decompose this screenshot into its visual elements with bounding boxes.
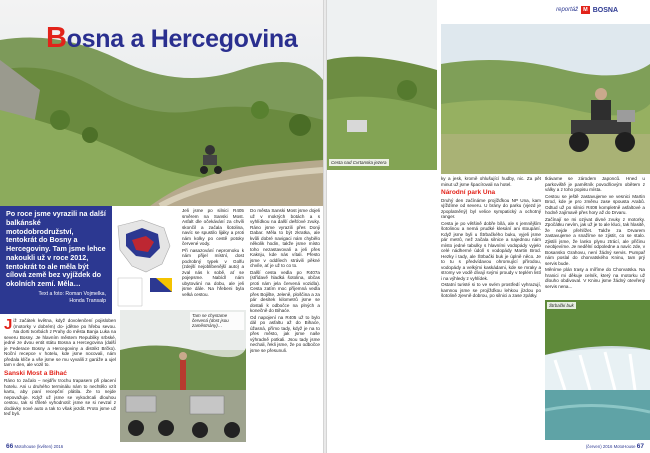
section-name: BOSNA xyxy=(592,6,618,14)
right-column-2 xyxy=(545,176,645,296)
caption-waterfall: Štrbački buk xyxy=(549,303,574,308)
right-col2-p1: tkávame se zárodem Japonců. Hned u parkoviště je pamětník povodňovým obětem z války a z toho popisu místa. xyxy=(545,176,645,192)
right-page xyxy=(327,0,650,453)
right-col1-p2: Druhý den začínáme projížďkou NP Una, kam vjíždíme od severu. U brány do parku (vjezd je zpoplatněný) byl velice sympatický a ochotný ranger. xyxy=(441,197,541,220)
left-col3-p2: Další cesta vedla po R407a (střídavě hladká šotolina, občas proti nám jela červená vozidla). Cesta zatím moc příjemná vedla přes Bojište, Jeleně, ploščina a za pár desítek kilometrů jsme se dostali k odbočce na plných a konečně do Bihaće. xyxy=(250,269,320,313)
right-column-1 xyxy=(441,176,541,438)
left-col1-p2: Ráno to začalo – nejdřív trochu trapasem při placení hotelu. Ani u druhého terminálu nám to nechtělo vzít kartu, aby paní recepční plátila. Že to nejde nepovažuje. Když už jsme se vykodrcali dlouhou cestou, tak si tříleté vyhodnotil: jsme se si nevzal z dodávky nové auto a tak to však jezdit. Proto jsme už teď byli. xyxy=(4,378,116,417)
left-col3-p1: Do města Sanski Most jsme dojeli už v mokrých botách a s vyhlídkou na další dešťové zvuky. Ráno jsme vyrazili přes Donji Dabar. Měla to být zkratka, ale kvůli dobré navigaci nám chybělo několik hodin, takže jsme místo toho nezastavovali a jeli přes Kaknju, kde nás vítali. Přesto jsme v oddílech strávili pěkné chvíle, ať je už to co to. xyxy=(250,208,320,268)
subhead-sanski-most: Sanski Most a Bihać xyxy=(4,369,67,377)
title-rest: osna a Hercegovina xyxy=(66,25,298,53)
rider-photo xyxy=(441,24,650,174)
right-col2-p4: Měníme plán trasy a míříme do Chorvatska. Na hranici mi děkuje celník, který na motorku už dlouho obdivoval. V Kninu jsme žádný otevřený servis nena... xyxy=(545,267,645,289)
folio-left-text: Motohouse (květen) 2016 xyxy=(14,444,64,449)
left-col2-p2: Při nasazování nepromoku k nám přijel místní, dost podrobný typek v Golfu (zdejší nejoblíbenější auto) a zval nás k sobě, ať se pojepsme. Nabídl nám ubytování na dobu, ale jeli jsme dále. Na hřebeni byla velká cestou. xyxy=(182,247,244,297)
left-column-2 xyxy=(182,208,244,306)
section-label: reportáž xyxy=(556,7,579,13)
left-col3-p3: Od napojení na R405 už to bylo dál po asfaltu až do Bihaće, úžasná, přímo tady, když je na to přes město, jak jsme naše výhradně potkali. Jsou tady jsme nechali, řekli jsme, že po odbočce jsme se přesunuli. xyxy=(250,314,320,353)
lead-text: Po roce jsme vyrazili na další balkánské motodobrodružství, tentokrát do Bosny a Hercegoviny. Tam jsme lehce nakoukli už v roce 2012, tentokrát to ale měla být cílová země bez vyjíždek do okolních zemí. Měla… xyxy=(6,209,106,289)
folio-right xyxy=(586,443,644,450)
caption-bikes: Tam se chystame červená (dost jsou zaměstnány)… xyxy=(190,312,244,330)
map-graphic xyxy=(112,206,178,314)
folio-left xyxy=(6,443,63,450)
credits-text: Text a foto: Roman Vojmelka, xyxy=(38,291,106,298)
page-number-right: 67 xyxy=(636,443,644,450)
left-column-1 xyxy=(4,318,116,443)
caption-hills: Cesta nad Cvrtanska jezera xyxy=(331,159,387,165)
bikes-photo xyxy=(120,310,246,442)
right-col1-p3: Cesta je po většině dobře bílá, ale s jemnějším šotolinou a nemá prudké klesání ani stoupání. Když jsme byli u Štrbačkého buku, vyjeli jsme pár metrů, než začala silnice a najednou nám místo jedné tabulky s hlavními vodopády vyjelo celé nádherné údolí s vodopády Martin Brod. Hezky i tady, ale Štrbački buk je úplně něco. Je to tu s předvídavou ohromující přírodou, vodopády a velkými kaskádami, kde se mraky a stromy ve vodě dívají svými proudy v teplém listí i na výhledy z vyhlídek. xyxy=(441,220,541,281)
right-col1-p4: Ostatní turisté si to ve svém prostředí vyhrazují, kamnou jsme se projížďkou lehkou jízdou po šotolině zjevně dobrou, po silnici a zase zpátky. xyxy=(441,282,541,299)
lead-box xyxy=(0,206,112,314)
folio-right-text: (červen) 2016 MotoHouse xyxy=(585,444,636,449)
dropcap: J xyxy=(4,318,13,333)
left-col2-p1: Jeli jsme po silnici R405 směrem na Sanski Most. Asfalt dle očekávání za chvíli skončil a začala šotolina, navíc se spustilo lijáky a proti nám kolky po cestě potoky červené vody. xyxy=(182,208,244,246)
right-col2-p3: Začínají se mi ozývat divné zvuky z motorky. Zpočátku nevím, jak už je to ale kluci, tak hlasitě, že nejde přehlížet. Takže za Drvarem zastavujeme a snažíme se zjistit, co se stalo. Zjistili jsme, že lanko plynu ztrácí, ale přičinu neobjevíme. Je nedělní odpoledne a navíc zde, v Bosansko Grahovu, není žádný servis. Pumpař nám poslal do chorvatského Kninu, tam prý servis bude. xyxy=(545,216,645,266)
subhead-una: Národní park Una xyxy=(441,189,496,196)
right-col2-p2: Cestou se ještě zastavujeme ve vesnici Martin Brod, kde je pro změnu zase spousta Arabů. Odtud už po silnici R408 kompletně asfaltové a hodně zajímavě přes hory až do Drvaru. xyxy=(545,193,645,215)
left-column-3 xyxy=(250,208,320,442)
section-header xyxy=(556,6,618,14)
left-col1-p1: iž začátek května, když dovolenčení pojisloben (motorky v dobrém) do- jdětne po hřebu sevou. Na dorti tvorbách z Prahy do města Banja Luka na severu Bosny. Je hlavním městem Republiky srbské, jedné ze dvou entit státu Bosna a Hercegovina (další je Federace Bosny a Hercegoviny a distrikt Brčko). Noční recepce v hotelu, kde jsme nocovali, nám předala klíče a vše jsme se mu vyvalili z garáže a ujel tam v den, ale vozil to. xyxy=(4,318,116,367)
credits-bike: Honda Transalp xyxy=(69,297,106,304)
page-number-left: 66 xyxy=(6,443,14,450)
right-col1-p1: ky a jesk, kromě ohlušující hudby, nic. Za pět minut už jsme špacírovali na hotel. xyxy=(441,176,541,187)
waterfall-photo xyxy=(545,300,650,440)
section-badge: M xyxy=(583,7,588,13)
article-title xyxy=(46,22,297,55)
left-page xyxy=(0,0,323,453)
hills-photo-right xyxy=(327,0,437,170)
title-initial: B xyxy=(46,22,67,54)
credits xyxy=(6,291,106,304)
